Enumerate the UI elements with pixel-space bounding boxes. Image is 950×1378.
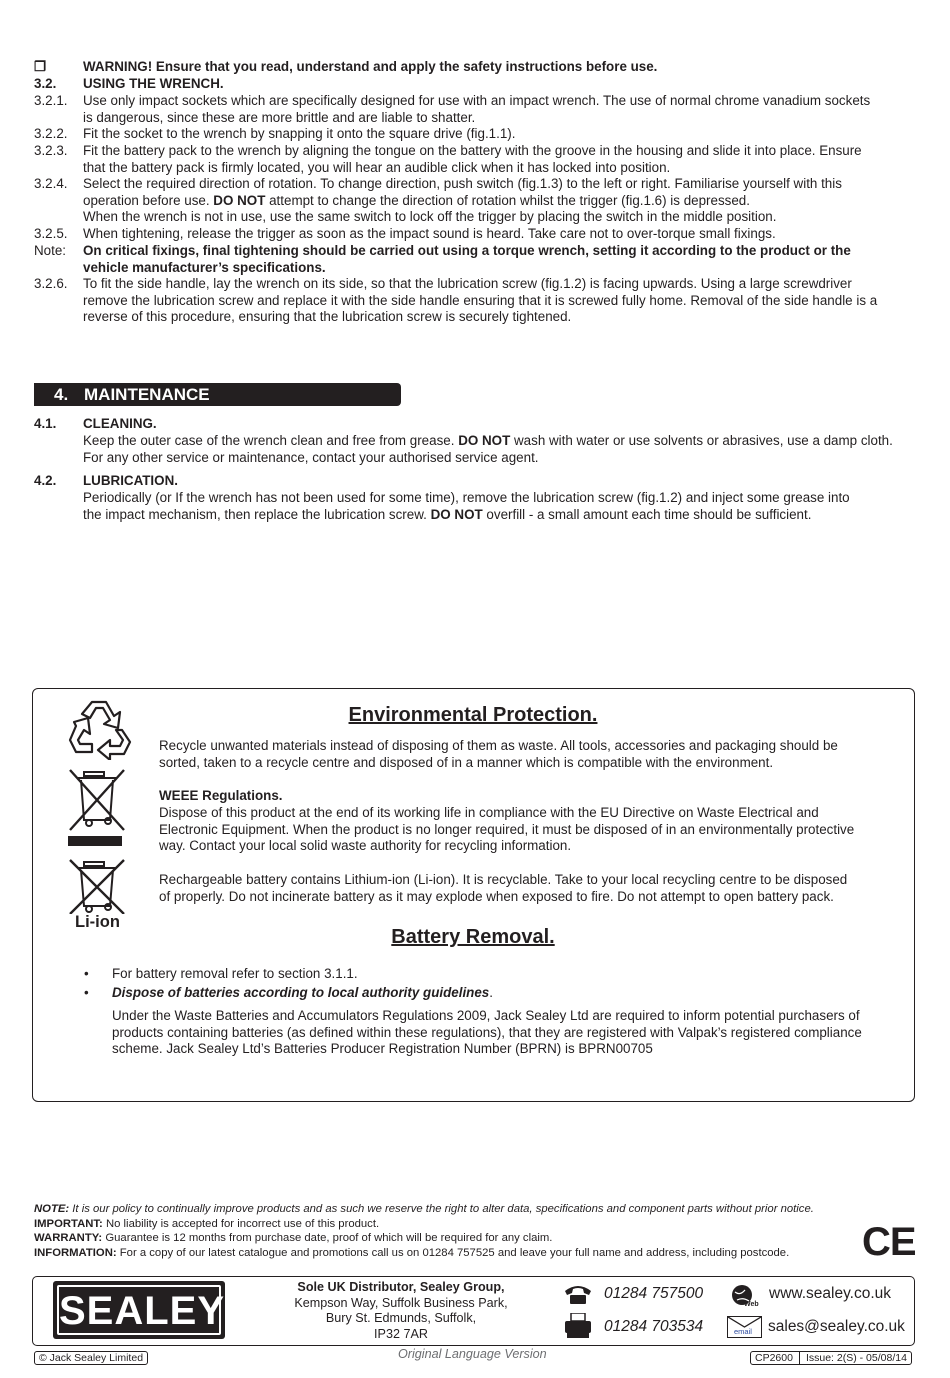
- warning-text: WARNING! Ensure that you read, understand and apply the safety instructions before use.: [83, 59, 658, 74]
- cleaning-text: Keep the outer case of the wrench clean and free from grease. DO NOT wash with water or use solvents or abrasives, use a damp cloth. For any other service or maintenance, contact your authorised service agent.: [83, 433, 893, 465]
- copyright-box: © Jack Sealey Limited: [34, 1351, 148, 1365]
- weee-title: WEEE Regulations.: [159, 788, 283, 803]
- lubrication-text: Periodically (or If the wrench has not been used for some time), remove the lubrication screw (fig.1.2) and inject some grease into the impact mechanism, then replace the lubrication screw. DO NOT overfill - a small amount each time should be sufficient.: [83, 490, 850, 522]
- note-line: NOTE: It is our policy to continually improve products and as such we reserve the right to alter data, specifications and component parts without prior notice.: [34, 1203, 814, 1215]
- maintenance-section-bar: 4. MAINTENANCE: [34, 383, 401, 406]
- weee-bin-icon: [68, 768, 126, 850]
- original-language-note: Original Language Version: [398, 1347, 547, 1361]
- model-issue-box: CP2600 Issue: 2(S) - 05/08/14: [750, 1351, 912, 1365]
- item-3-2-3: 3.2.3. Fit the battery pack to the wrench by aligning the tongue on the battery with the groove in the housing and slide it into place. Ensure that the battery pack is firmly located, you will hear an audible click when it has locked into position.: [34, 143, 862, 175]
- li-ion-label: Li-ion: [75, 913, 120, 931]
- item-3-2-1: 3.2.1. Use only impact sockets which are specifically designed for use with an impact wrench. The use of normal chrome vanadium sockets is dangerous, since these are more brittle and are liable to shatter.: [34, 93, 871, 125]
- waste-batteries-text: Under the Waste Batteries and Accumulators Regulations 2009, Jack Sealey Ltd are required to inform potential purchasers of products containing batteries (as defined within these regulations), that they are registered with Valpak’s registered compliance scheme. Jack Sealey Ltd’s Batteries Producer Registration Number (BPRN) is BPRN00705: [112, 1008, 862, 1057]
- battery-text: Rechargeable battery contains Lithium-ion (Li-ion). It is recyclable. Take to your local recycling centre to be disposed of properly. Do not incinerate battery as it may explode when exposed to fire. Do not attempt to open battery pack.: [159, 872, 848, 904]
- item-3-2-6: 3.2.6. To fit the side handle, lay the wrench on its side, so that the lubrication screw (fig.1.2) is facing upwards. Using a large screwdriver remove the lubrication screw and replace it with the side handle ensuring that it is screwed fully home. Removal of the side handle is a reverse of this procedure, ensuring that the lubrication screw is securely tightened.: [34, 276, 878, 325]
- bullet-2: • Dispose of batteries according to local authority guidelines.: [84, 985, 493, 1000]
- fax-number[interactable]: 01284 703534: [604, 1318, 704, 1335]
- email-icon: email: [727, 1316, 762, 1338]
- cleaning-heading: 4.1. CLEANING.: [34, 416, 157, 431]
- item-3-2-4: 3.2.4. Select the required direction of rotation. To change direction, push switch (fig.1.3) to the left or right. Familiarise yourself with this operation before use. DO NOT attempt to change the direction of rotation whilst the trigger (fig.1.6) is depressed. When the wrench is not in use, use the same switch to lock off the trigger by placing the switch in the middle position.: [34, 176, 842, 225]
- bullet-1: • For battery removal refer to section 3.1.1.: [84, 966, 358, 981]
- phone-number[interactable]: 01284 757500: [604, 1285, 704, 1302]
- website-link[interactable]: www.sealey.co.uk: [769, 1285, 892, 1302]
- recycle-text: Recycle unwanted materials instead of disposing of them as waste. All tools, accessories and packaging should be sorted, taken to a recycle centre and disposed of in a manner which is compatible with the environment.: [159, 738, 838, 770]
- distributor-address: Sole UK Distributor, Sealey Group, Kempson Way, Suffolk Business Park, Bury St. Edmunds, Suffolk, IP32 7AR: [294, 1280, 508, 1341]
- lubrication-heading: 4.2. LUBRICATION.: [34, 473, 178, 488]
- environmental-protection-title: Environmental Protection.: [348, 704, 598, 726]
- sealey-logo: SEALEY: [53, 1281, 225, 1339]
- battery-removal-title: Battery Removal.: [391, 926, 555, 948]
- note-torque: Note: On critical fixings, final tightening should be carried out using a torque wrench, setting it according to the product or the vehicle manufacturer’s specifications.: [34, 243, 851, 275]
- information-line: INFORMATION: For a copy of our latest catalogue and promotions call us on 01284 757525 and leave your full name and address, including postcode.: [34, 1246, 790, 1259]
- weee-text: Dispose of this product at the end of its working life in compliance with the EU Directive on Waste Electrical and Electronic Equipment. When the product is no longer required, it must be disposed of in an environmentally protective way. Contact your local solid waste authority for recycling information.: [159, 805, 855, 854]
- battery-bin-icon: [68, 858, 126, 914]
- fax-icon: [563, 1313, 593, 1339]
- footer-notes: [34, 1202, 864, 1260]
- phone-icon: [563, 1283, 593, 1305]
- warning-line: [34, 59, 916, 76]
- section-heading-3-2: 3.2. USING THE WRENCH.: [34, 76, 224, 91]
- warranty-line: WARRANTY: Guarantee is 12 months from purchase date, proof of which will be required for any claim.: [34, 1232, 553, 1245]
- web-label: Web: [744, 1301, 759, 1308]
- warning-marker: ❐: [34, 59, 47, 74]
- important-line: IMPORTANT: No liability is accepted for incorrect use of this product.: [34, 1217, 380, 1230]
- item-3-2-5: 3.2.5. When tightening, release the trigger as soon as the impact sound is heard. Take care not to over-torque small fixings.: [34, 226, 776, 241]
- ce-mark: CE: [862, 1220, 916, 1264]
- item-3-2-2: 3.2.2. Fit the socket to the wrench by snapping it onto the square drive (fig.1.1).: [34, 126, 516, 141]
- email-link[interactable]: sales@sealey.co.uk: [768, 1318, 905, 1335]
